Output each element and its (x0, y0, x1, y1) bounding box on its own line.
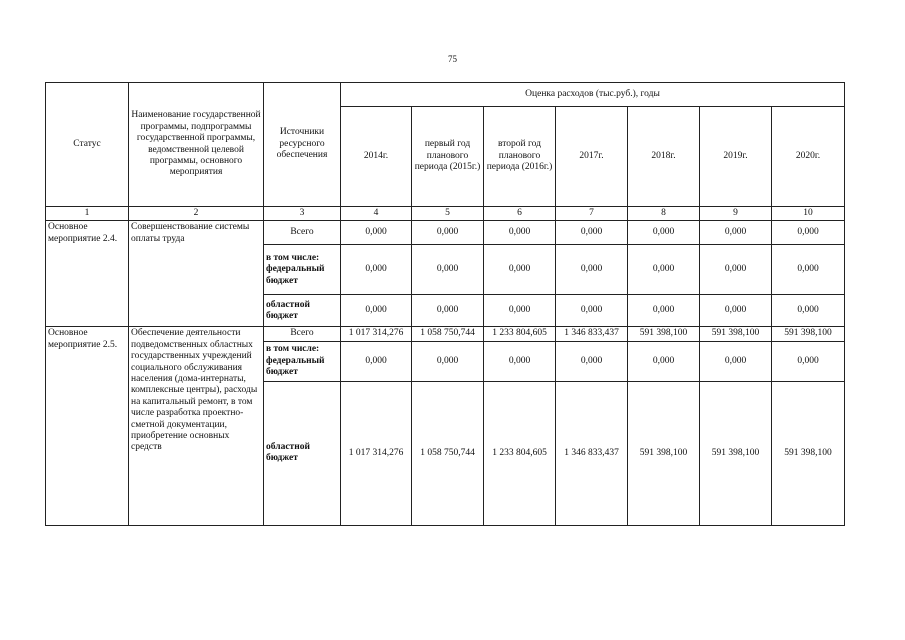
column-index: 3 (264, 207, 341, 221)
header-year-2015: первый год планового периода (2015г.) (412, 107, 484, 207)
column-index: 8 (628, 207, 700, 221)
table-cell: 591 398,100 (700, 381, 772, 525)
table-cell: 0,000 (556, 295, 628, 327)
table-cell: 0,000 (772, 245, 845, 295)
header-year-2016: второй год планового периода (2016г.) (484, 107, 556, 207)
table-cell: 0,000 (628, 221, 700, 245)
table-cell: 0,000 (412, 245, 484, 295)
column-index: 1 (46, 207, 129, 221)
table-cell: 0,000 (412, 221, 484, 245)
table-cell: 591 398,100 (772, 327, 845, 341)
column-index: 10 (772, 207, 845, 221)
table-cell: 0,000 (628, 245, 700, 295)
column-index: 5 (412, 207, 484, 221)
table-cell: 1 233 804,605 (484, 381, 556, 525)
header-status: Статус (46, 83, 129, 207)
table-cell: 0,000 (484, 295, 556, 327)
row-name: Обеспечение деятельности подведомственных областных государственных учреждений социального обслуживания населения (дома-интернаты, комплексные центры), расходы на капитальный ремонт, в том числе разработка проектно-сметной документации, приобретение основных средств (129, 327, 264, 525)
table-cell: 0,000 (772, 341, 845, 381)
table-cell: 1 346 833,437 (556, 381, 628, 525)
column-index: 2 (129, 207, 264, 221)
table-cell: 0,000 (700, 341, 772, 381)
header-year-2014: 2014г. (341, 107, 412, 207)
column-index: 9 (700, 207, 772, 221)
header-year-2020: 2020г. (772, 107, 845, 207)
table-cell: 591 398,100 (772, 381, 845, 525)
header-name: Наименование государственной программы, подпрограммы государственной программы, ведомственной целевой программы, основного мероприятия (129, 83, 264, 207)
table-cell: 591 398,100 (700, 327, 772, 341)
row-source: в том числе: федеральный бюджет (264, 341, 341, 381)
table-cell: 0,000 (556, 341, 628, 381)
row-source: Всего (264, 327, 341, 341)
table-row (46, 327, 845, 341)
table-cell: 0,000 (628, 295, 700, 327)
table-cell: 0,000 (341, 295, 412, 327)
page-number: 75 (448, 54, 457, 64)
row-source: Всего (264, 221, 341, 245)
header-expenses-group: Оценка расходов (тыс.руб.), годы (341, 83, 845, 107)
budget-table (45, 82, 845, 526)
table-cell: 0,000 (484, 341, 556, 381)
row-name: Совершенствование системы оплаты труда (129, 221, 264, 327)
table-cell: 0,000 (412, 341, 484, 381)
table-cell: 0,000 (341, 341, 412, 381)
table-cell: 1 058 750,744 (412, 381, 484, 525)
header-year-2019: 2019г. (700, 107, 772, 207)
table-cell: 0,000 (772, 221, 845, 245)
table-cell: 591 398,100 (628, 381, 700, 525)
header-sources: Источники ресурсного обеспечения (264, 83, 341, 207)
column-index: 4 (341, 207, 412, 221)
header-year-2017: 2017г. (556, 107, 628, 207)
column-index-row (46, 207, 845, 221)
table-cell: 1 346 833,437 (556, 327, 628, 341)
row-status: Основное мероприятие 2.4. (46, 221, 129, 327)
table-cell: 0,000 (700, 245, 772, 295)
table-cell: 0,000 (412, 295, 484, 327)
table-cell: 1 058 750,744 (412, 327, 484, 341)
table-cell: 0,000 (484, 221, 556, 245)
row-status: Основное мероприятие 2.5. (46, 327, 129, 525)
table-cell: 591 398,100 (628, 327, 700, 341)
table-cell: 1 233 804,605 (484, 327, 556, 341)
row-source: областной бюджет (264, 295, 341, 327)
table-cell: 0,000 (772, 295, 845, 327)
table-cell: 0,000 (700, 295, 772, 327)
row-source: в том числе: федеральный бюджет (264, 245, 341, 295)
table-cell: 0,000 (700, 221, 772, 245)
table-cell: 0,000 (484, 245, 556, 295)
column-index: 7 (556, 207, 628, 221)
table-cell: 0,000 (341, 245, 412, 295)
table-cell: 0,000 (341, 221, 412, 245)
table-cell: 0,000 (628, 341, 700, 381)
header-year-2018: 2018г. (628, 107, 700, 207)
table-cell: 1 017 314,276 (341, 327, 412, 341)
table-cell: 1 017 314,276 (341, 381, 412, 525)
table-cell: 0,000 (556, 245, 628, 295)
column-index: 6 (484, 207, 556, 221)
table-row (46, 221, 845, 245)
table-cell: 0,000 (556, 221, 628, 245)
row-source: областной бюджет (264, 381, 341, 525)
